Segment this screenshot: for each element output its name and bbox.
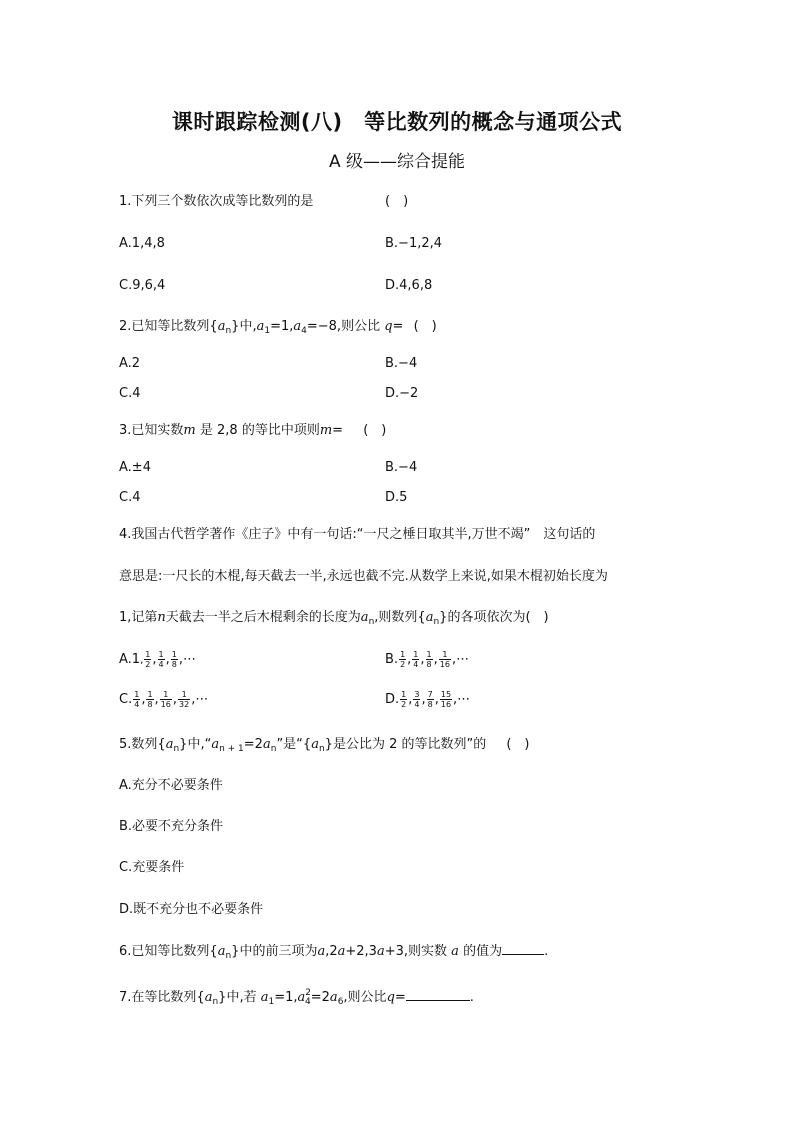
q6-sym-a5: a xyxy=(451,944,459,959)
q7-text-f: = xyxy=(394,990,406,1005)
q6-text-c: ,2 xyxy=(325,944,338,959)
q5-answer-paren: ( ) xyxy=(506,737,530,752)
q7-sym-a: a xyxy=(204,990,213,1005)
q4-sub-n2: n xyxy=(433,617,440,627)
q2-text-d: =−8,则公比 xyxy=(306,319,381,334)
q6-end: . xyxy=(544,944,549,959)
section-subtitle: A 级——综合提能 xyxy=(328,152,466,172)
frac-3-4: $\frac{3}{4}$ xyxy=(414,690,420,709)
q5-sub-n4: n xyxy=(318,744,325,754)
q6-text-e: +3,则实数 xyxy=(384,944,448,959)
q2-sub-n: n xyxy=(225,326,232,336)
q3-text-a: 3.已知实数 xyxy=(119,423,184,438)
q4-d-label: D. xyxy=(385,692,400,707)
frac-1-16: $\frac{1}{16}$ xyxy=(439,650,450,669)
q6-answer-blank[interactable] xyxy=(502,942,544,955)
q4-line-1: 4.我国古代哲学著作《庄子》中有一句话:“一尺之棰日取其半,万世不竭” 这句话的 xyxy=(119,527,596,542)
q4-c-label: C. xyxy=(119,692,133,707)
q5-sym-a4: a xyxy=(311,737,319,752)
q4-line-2: 意思是:一尺长的木棍,每天截去一半,永远也截不完.从数学上来说,如果木棍初始长度为 xyxy=(119,569,608,584)
q3-option-b: B.−4 xyxy=(385,460,418,475)
q4-sub-n: n xyxy=(368,617,375,627)
q2-sym-q: q xyxy=(384,319,393,334)
q5-option-d: D.既不充分也不必要条件 xyxy=(119,902,264,917)
q3-text-c: = xyxy=(332,423,344,438)
q5-sub-n3: n xyxy=(270,744,277,754)
q7-sub-1: 1 xyxy=(268,997,275,1007)
q4-a-label: A.1 xyxy=(119,652,141,667)
q5-text-a: 5.数列{ xyxy=(119,737,166,752)
question-3-stem xyxy=(119,422,386,440)
frac-1-4: $\frac{1}{4}$ xyxy=(413,650,419,669)
q1-option-c: C.9,6,4 xyxy=(119,278,166,293)
q5-sub-n: n xyxy=(173,744,180,754)
q7-sym-a1: a xyxy=(260,990,269,1005)
q2-option-c: C.4 xyxy=(119,386,141,401)
frac-1-2: $\frac{1}{2}$ xyxy=(401,690,407,709)
q2-sub-1: 1 xyxy=(264,326,271,336)
q6-sub-n: n xyxy=(225,951,232,961)
q6-text-a: 6.已知等比数列{ xyxy=(119,944,218,959)
q7-text-c: =1, xyxy=(274,990,298,1005)
q7-sym-a4: a xyxy=(297,990,306,1005)
frac-7-8: $\frac{7}{8}$ xyxy=(427,690,433,709)
q3-option-c: C.4 xyxy=(119,490,141,505)
q4-a-ellipsis: ,⋯ xyxy=(178,652,196,667)
q4-option-c: C. $\frac{1}{4}$ , $\frac{1}{8}$ , $\frac{1}{16}$ , $\frac{1}{32}$ ,⋯ xyxy=(119,690,209,709)
frac-1-4: $\frac{1}{4}$ xyxy=(134,690,140,709)
q2-sym-a: a xyxy=(217,319,226,334)
q5-sym-a3: a xyxy=(262,737,271,752)
q6-sym-a3: a xyxy=(337,944,346,959)
q1-option-a: A.1,4,8 xyxy=(119,236,165,251)
frac-1-8: $\frac{1}{8}$ xyxy=(147,690,153,709)
q5-option-b: B.必要不充分条件 xyxy=(119,819,224,834)
q5-sub-n1: n + 1 xyxy=(219,744,244,754)
q3-option-d: D.5 xyxy=(385,490,408,505)
q1-text: 1.下列三个数依次成等比数列的是 xyxy=(119,194,314,209)
q7-sym-a6: a xyxy=(329,990,338,1005)
q2-sub-4: 4 xyxy=(301,326,307,336)
q5-sym-a: a xyxy=(165,737,174,752)
question-5-stem xyxy=(119,736,530,758)
frac-1-32: $\frac{1}{32}$ xyxy=(179,690,190,709)
q7-answer-blank[interactable] xyxy=(406,988,470,1001)
q2-sym-a1: a xyxy=(256,319,265,334)
q5-option-a: A.充分不必要条件 xyxy=(119,778,223,793)
q4-option-d: D. $\frac{1}{2}$ , $\frac{3}{4}$ , $\frac{7}{8}$ , $\frac{15}{16}$ ,⋯ xyxy=(385,690,471,709)
q4-sym-a2: a xyxy=(425,610,434,625)
q1-answer-paren: ( ) xyxy=(385,194,409,209)
q4-text-a: 1,记第 xyxy=(119,610,158,625)
q4-c-ellipsis: ,⋯ xyxy=(191,692,209,707)
q4-sym-a: a xyxy=(360,610,369,625)
q7-text-a: 7.在等比数列{ xyxy=(119,990,205,1005)
q7-sub-n: n xyxy=(212,997,219,1007)
q6-sym-a4: a xyxy=(376,944,385,959)
q4-b-label: B. xyxy=(385,652,399,667)
q4-text-d: }的各项依次为( ) xyxy=(439,610,549,625)
q5-text-d: ”是“{ xyxy=(276,737,312,752)
q4-option-b: B. $\frac{1}{2}$ , $\frac{1}{4}$ , $\frac{1}{8}$ , $\frac{1}{16}$ ,⋯ xyxy=(385,650,470,669)
q2-text-a: 2.已知等比数列{ xyxy=(119,319,218,334)
q2-text-c: =1, xyxy=(270,319,294,334)
question-6-stem xyxy=(119,942,548,965)
q4-option-a: A.1, $\frac{1}{2}$ , $\frac{1}{4}$ , $\frac{1}{8}$ ,⋯ xyxy=(119,650,196,669)
q5-text-b: }中,“ xyxy=(179,737,212,752)
q5-option-c: C.充要条件 xyxy=(119,860,185,875)
q7-end: . xyxy=(469,990,474,1005)
q7-text-e: ,则公比 xyxy=(343,990,387,1005)
frac-15-16: $\frac{15}{16}$ xyxy=(440,690,452,709)
q2-sym-a4: a xyxy=(293,319,302,334)
q2-text-b: }中, xyxy=(231,319,257,334)
q3-option-a: A.±4 xyxy=(119,460,151,475)
frac-1-16: $\frac{1}{16}$ xyxy=(160,690,171,709)
q2-option-d: D.−2 xyxy=(385,386,419,401)
q6-text-f: 的值为 xyxy=(463,944,503,959)
q7-text-d: =2 xyxy=(310,990,330,1005)
page-title: 课时跟踪检测(八) 等比数列的概念与通项公式 xyxy=(171,110,623,134)
frac-1-2: $\frac{1}{2}$ xyxy=(145,650,151,669)
question-2-stem xyxy=(119,318,437,340)
q1-option-d: D.4,6,8 xyxy=(385,278,433,293)
q1-option-b: B.−1,2,4 xyxy=(385,236,443,251)
frac-1-2: $\frac{1}{2}$ xyxy=(400,650,406,669)
q3-answer-paren: ( ) xyxy=(363,423,387,438)
q4-line-3 xyxy=(119,609,549,631)
q4-sym-n: n xyxy=(157,610,166,625)
q2-option-a: A.2 xyxy=(119,356,141,371)
q7-sup-2: 2 xyxy=(305,988,312,998)
q4-d-ellipsis: ,⋯ xyxy=(453,692,471,707)
question-7-stem xyxy=(119,984,474,1011)
q2-option-b: B.−4 xyxy=(385,356,418,371)
q6-sym-a: a xyxy=(217,944,226,959)
q2-answer-paren: ( ) xyxy=(413,319,437,334)
q7-sym-q: q xyxy=(386,990,395,1005)
q5-text-c: =2 xyxy=(243,737,263,752)
q6-sym-a2: a xyxy=(317,944,326,959)
q4-text-b: 天截去一半之后木棍剩余的长度为 xyxy=(165,610,361,625)
q6-text-b: }中的前三项为 xyxy=(231,944,318,959)
q5-sym-a2: a xyxy=(211,737,220,752)
q7-sub-4: 4 xyxy=(305,997,311,1007)
q3-text-b: 是 2,8 的等比中项则 xyxy=(199,423,320,438)
q6-text-d: +2,3 xyxy=(345,944,377,959)
q4-b-ellipsis: ,⋯ xyxy=(451,652,470,667)
question-1-stem xyxy=(119,193,313,211)
q3-sym-m: m xyxy=(183,423,196,438)
frac-1-4: $\frac{1}{4}$ xyxy=(158,650,164,669)
frac-1-8: $\frac{1}{8}$ xyxy=(171,650,177,669)
q4-text-c: ,则数列{ xyxy=(374,610,426,625)
q7-text-b: }中,若 xyxy=(218,990,257,1005)
q2-text-e: = xyxy=(392,319,404,334)
q3-sym-m2: m xyxy=(319,423,333,438)
q7-sub-6: 6 xyxy=(337,997,344,1007)
q5-text-e: }是公比为 2 的等比数列”的 xyxy=(324,737,487,752)
frac-1-8: $\frac{1}{8}$ xyxy=(426,650,432,669)
